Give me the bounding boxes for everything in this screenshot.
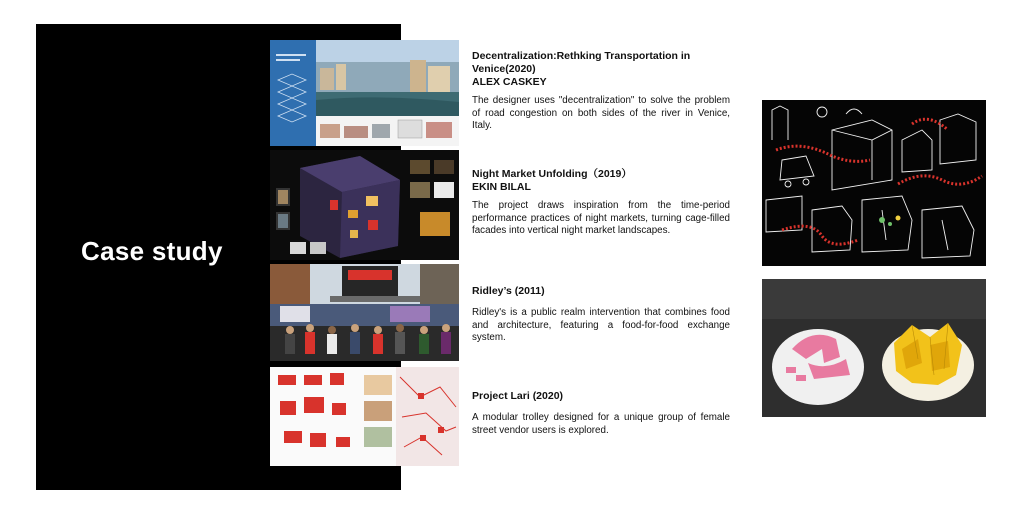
page-title: Case study — [81, 236, 223, 266]
case-description: A modular trolley designed for a unique group of female street vendor users is explored. — [472, 412, 730, 436]
case-description: The designer uses "decentralization" to solve the problem of road congestion on both sides of the river in Venice, Italy. — [472, 95, 730, 131]
venice-project-thumbnail — [270, 40, 459, 146]
project-lari-thumbnail — [270, 367, 459, 466]
case-title: Night Market Unfolding（2019） — [472, 168, 632, 180]
case-title: Project Lari (2020) — [472, 390, 564, 402]
case-entry-ridleys — [472, 285, 730, 345]
case-entry-venice — [472, 50, 730, 133]
street-sketch-image — [762, 100, 986, 266]
case-title: Ridley’s (2011) — [472, 285, 545, 297]
case-author: EKIN BILAL — [472, 181, 531, 193]
case-entry-project-lari — [472, 390, 730, 437]
case-entry-night-market — [472, 168, 730, 238]
night-market-thumbnail — [270, 150, 459, 260]
ridleys-photo-thumbnail — [270, 264, 459, 361]
paper-model-photo — [762, 279, 986, 417]
case-title: Decentralization:Rethking Transportation in Venice(2020) — [472, 50, 691, 75]
case-description: The project draws inspiration from the time-period performance practices of night markets, turning cage-filled facades into vertical night market landscapes. — [472, 200, 730, 236]
case-description: Ridley's is a public realm intervention that combines food and architecture, featuring a food-for-food exchange system. — [472, 307, 730, 343]
case-author: ALEX CASKEY — [472, 76, 547, 88]
